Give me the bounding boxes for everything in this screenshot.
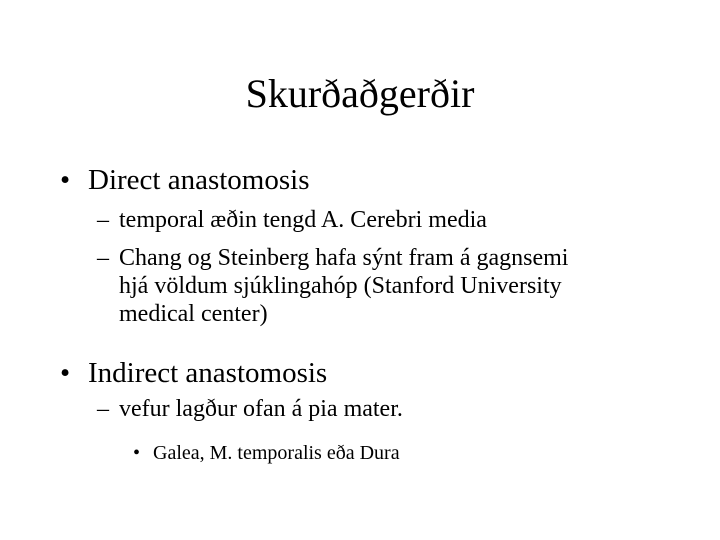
subbullet-line: Chang og Steinberg hafa sýnt fram á gagnsemi bbox=[119, 245, 569, 271]
subbullet-line: hjá völdum sjúklingahóp (Stanford University bbox=[119, 273, 562, 299]
dash-marker: – bbox=[97, 207, 109, 233]
dash-marker: – bbox=[97, 396, 109, 422]
subbullet-line: temporal æðin tengd A. Cerebri media bbox=[119, 207, 487, 233]
dash-marker: – bbox=[97, 245, 109, 271]
subsubbullet-text: Galea, M. temporalis eða Dura bbox=[153, 442, 400, 464]
bullet-marker: • bbox=[60, 164, 71, 196]
slide-title: Skurðaðgerðir bbox=[245, 71, 475, 116]
bullet-text: Direct anastomosis bbox=[88, 164, 310, 196]
subbullet-line: medical center) bbox=[119, 301, 268, 327]
subbullet-text bbox=[119, 244, 568, 328]
subbullet-text bbox=[119, 395, 403, 423]
bullet-text: Indirect anastomosis bbox=[88, 357, 328, 389]
subbullet-line: vefur lagður ofan á pia mater. bbox=[119, 396, 403, 422]
subbullet-text bbox=[119, 206, 487, 234]
bullet-marker: • bbox=[60, 357, 71, 389]
bullet-marker: • bbox=[133, 442, 141, 464]
